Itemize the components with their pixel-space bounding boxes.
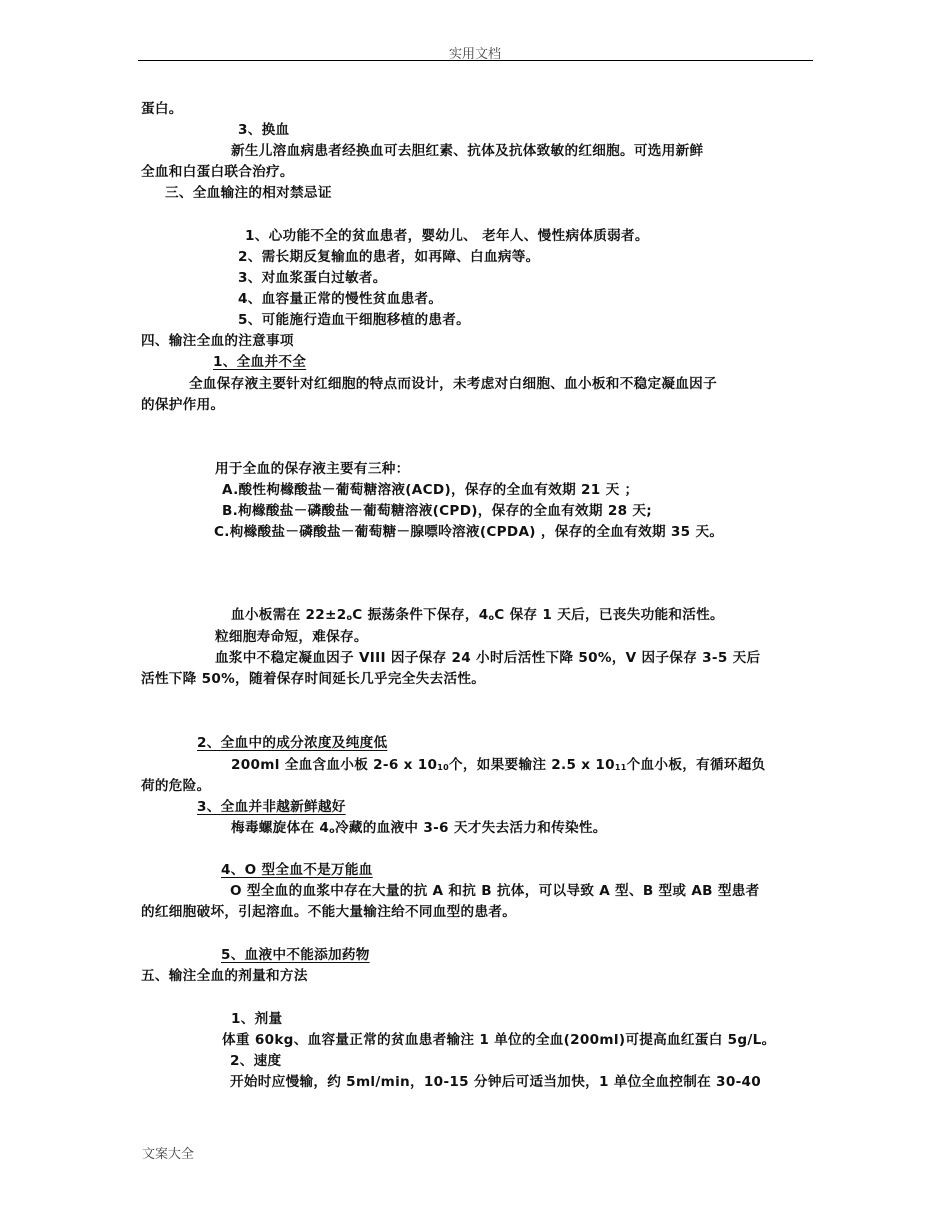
text-line: 的保护作用。 xyxy=(141,397,225,413)
text-line: 体重 60kg、血容量正常的贫血患者输注 1 单位的全血(200ml)可提高血红蛋白 5g/L。 xyxy=(222,1032,776,1048)
text-line: A.酸性枸橼酸盐－葡萄糖溶液(ACD)，保存的全血有效期 21 天 ； xyxy=(222,482,639,498)
text-line: 用于全血的保存液主要有三种： xyxy=(215,461,410,477)
text-line: 3、换血 xyxy=(238,122,290,138)
text-line: B.枸橼酸盐－磷酸盐－葡萄糖溶液(CPD)，保存的全血有效期 28 天; xyxy=(222,503,653,519)
count-line: 200ml 全血含血小板 2-6 x $10_{10}$个，如果要输注 2.5 x $10_{11}$个血小板，有循环超负 xyxy=(231,757,766,773)
text-line: 的红细胞破坏，引起溶血。不能大量输注给不同血型的患者。 xyxy=(141,904,517,920)
page-footer: 文案大全 xyxy=(142,1147,195,1162)
text-line: 4、血容量正常的慢性贫血患者。 xyxy=(238,291,443,307)
text-line: 开始时应慢输，约 5ml/min，10-15 分钟后可适当加快，1 单位全血控制在 30-40 xyxy=(230,1074,762,1090)
subheading: 2、全血中的成分浓度及纯度低 xyxy=(197,735,388,751)
syphilis-line: 梅毒螺旋体在 $4_o$冷藏的血液中 3-6 天才失去活力和传染性。 xyxy=(231,820,607,836)
subheading: 5、血液中不能添加药物 xyxy=(221,947,370,963)
section-heading: 四、输注全血的注意事项 xyxy=(141,333,294,349)
text-line: 3、对血浆蛋白过敏者。 xyxy=(238,270,387,286)
text-line: 粒细胞寿命短，难保存。 xyxy=(215,629,368,645)
text-line: 蛋白。 xyxy=(141,101,183,117)
text-line: C.枸橼酸盐－磷酸盐－葡萄糖－腺嘌呤溶液(CPDA) ，保存的全血有效期 35 天。 xyxy=(214,524,724,540)
text-line: 2、需长期反复输血的患者，如再障、白血病等。 xyxy=(238,249,540,265)
section-heading: 五、输注全血的剂量和方法 xyxy=(141,968,308,984)
text-line: 新生儿溶血病患者经换血可去胆红素、抗体及抗体致敏的红细胞。可选用新鲜 xyxy=(231,143,704,159)
text-line: 全血保存液主要针对红细胞的特点而设计，未考虑对白细胞、血小板和不稳定凝血因子 xyxy=(189,376,717,392)
subheading: 1、全血并不全 xyxy=(213,354,307,370)
text-line: 2、速度 xyxy=(230,1053,282,1069)
section-heading: 三、全血输注的相对禁忌证 xyxy=(165,185,332,201)
text-line: 活性下降 50%，随着保存时间延长几乎完全失去活性。 xyxy=(141,671,486,687)
text-line: 5、可能施行造血干细胞移植的患者。 xyxy=(238,312,471,328)
page-header: 实用文档 xyxy=(448,47,501,62)
header-rule xyxy=(138,60,813,61)
text-line: 1、心功能不全的贫血患者，婴幼儿、 老年人、慢性病体质弱者。 xyxy=(245,228,649,244)
text-line: 全血和白蛋白联合治疗。 xyxy=(141,164,294,180)
subheading: 4、O 型全血不是万能血 xyxy=(221,862,373,878)
text-line: 血浆中不稳定凝血因子 VIII 因子保存 24 小时后活性下降 50%，V 因子保存 3-5 天后 xyxy=(215,650,761,666)
text-line: 1、剂量 xyxy=(231,1011,283,1027)
text-line: 荷的危险。 xyxy=(141,778,211,794)
platelet-line: 血小板需在 $22\pm 2_oC$ 振荡条件下保存，$4_oC$ 保存 1 天后，已丧失功能和活性。 xyxy=(231,607,724,623)
subheading: 3、全血并非越新鲜越好 xyxy=(197,799,346,815)
text-line: O 型全血的血浆中存在大量的抗 A 和抗 B 抗体，可以导致 A 型、B 型或 AB 型患者 xyxy=(230,883,760,899)
